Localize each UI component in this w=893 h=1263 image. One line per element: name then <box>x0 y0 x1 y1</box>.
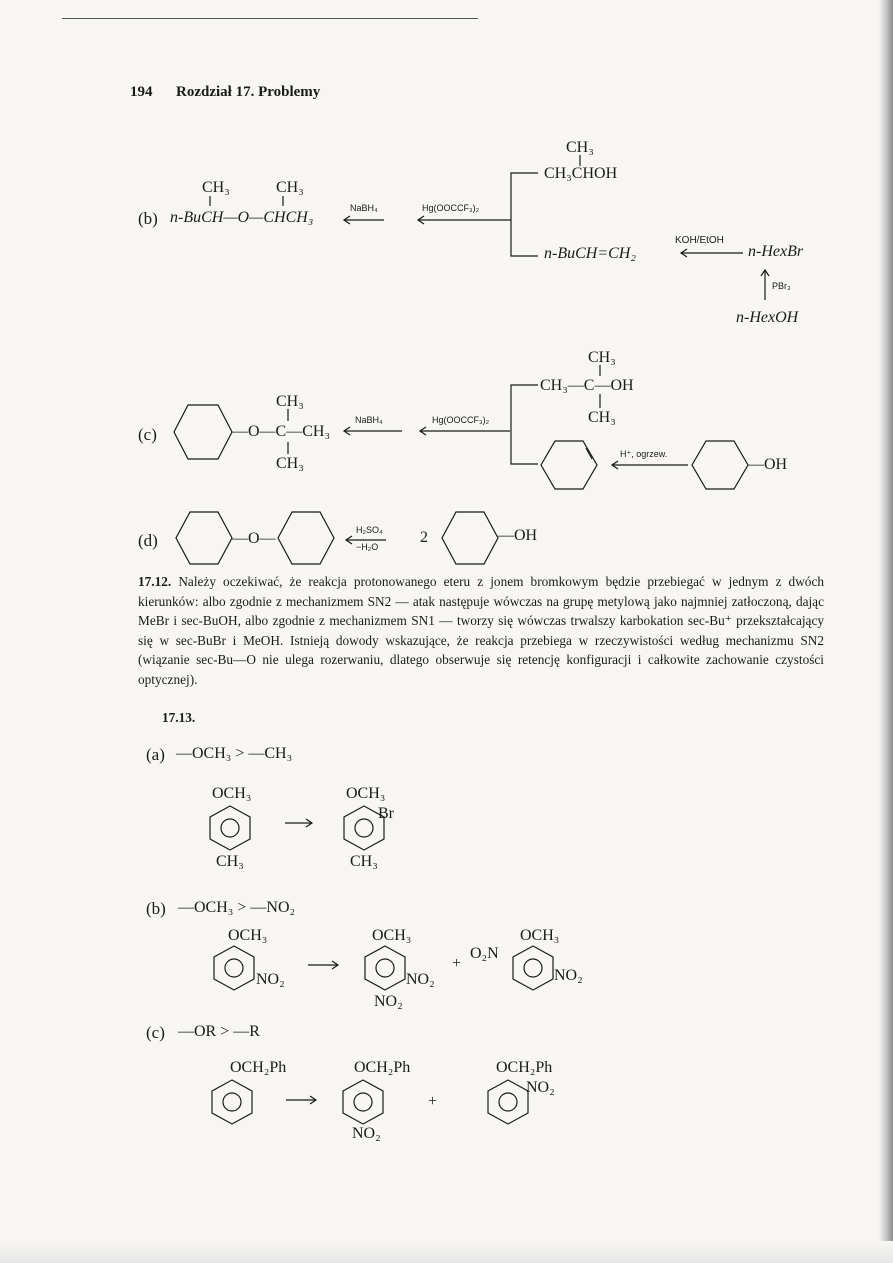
benzene-b2 <box>365 946 405 990</box>
part-1713a-reactant-bottom: CH₃ <box>216 853 244 870</box>
part-1713c-label: (c) <box>146 1023 165 1042</box>
part-d-oh: —OH <box>498 527 538 544</box>
part-c-top-ch3-a: CH₃ <box>588 349 616 366</box>
paragraph-17-12 <box>138 572 824 690</box>
part-1713b-product1-bottom: NO₂ <box>374 993 403 1010</box>
part-c-ch3-top: CH₃ <box>276 393 304 410</box>
part-1713a-rule: —OCH₃ > —CH₃ <box>176 745 293 762</box>
part-1713c-product1-top: OCH₂Ph <box>354 1059 411 1076</box>
part-1713b-reactant-top: OCH₃ <box>228 927 268 944</box>
part-c-ether-chain: —O—C—CH₃ <box>232 423 331 440</box>
cyclohexyl-ring-right <box>278 512 334 564</box>
part-d-reagent-h2o: −H₂O <box>356 542 379 552</box>
cyclohexanol-ring-d <box>442 512 498 564</box>
benzene-b1 <box>214 946 254 990</box>
part-1713c-product2-side: NO₂ <box>526 1079 555 1096</box>
part-b-top-branch: CH₃CHOH <box>544 165 618 182</box>
scheme-1713a-lines <box>210 806 384 850</box>
part-c-ch3-bottom: CH₃ <box>276 455 304 472</box>
part-d-label: (d) <box>138 531 158 550</box>
scheme-b-lines <box>210 155 769 300</box>
section-17-13-number: 17.13. <box>162 710 196 725</box>
part-b-hexbr: n-HexBr <box>748 243 804 260</box>
part-c-reagent-h: H⁺, ogrzew. <box>620 449 668 459</box>
part-1713c-plus: + <box>428 1093 438 1110</box>
benzene-c3 <box>488 1080 528 1124</box>
part-1713a-product-br: Br <box>378 805 394 822</box>
part-d-ether-o: —O— <box>232 530 276 547</box>
cyclohexane-ring <box>174 405 232 459</box>
part-b-reagent-koh: KOH/EtOH <box>675 235 724 246</box>
part-1713c-product2-top: OCH₂Ph <box>496 1059 553 1076</box>
paragraph-17-12-number: 17.12. <box>138 574 172 589</box>
part-1713b-product1-side: NO₂ <box>406 971 435 988</box>
part-c-reagent-hg: Hg(OOCCF₃)₂ <box>432 415 490 425</box>
cyclohexene-ring <box>541 441 597 489</box>
part-c-oh: —OH <box>748 456 788 473</box>
part-d-reagent-h2so4: H₂SO₄ <box>356 525 383 535</box>
part-1713b-product2-side: NO₂ <box>554 967 583 984</box>
part-1713b-rule: —OCH₃ > —NO₂ <box>178 899 296 916</box>
benzene-b3 <box>513 946 553 990</box>
scheme-d-lines <box>176 512 498 564</box>
part-1713c-rule: —OR > —R <box>178 1023 260 1040</box>
part-1713b-product2-left: O₂N <box>470 945 499 962</box>
part-b-hexoh: n-HexOH <box>736 309 799 326</box>
part-d-coefficient: 2 <box>420 529 428 546</box>
part-b-bottom-branch: n-BuCH=CH₂ <box>544 245 636 262</box>
part-1713a-label: (a) <box>146 745 165 764</box>
part-b-label: (b) <box>138 209 158 228</box>
part-c-top-branch: CH₃—C—OH <box>540 377 634 394</box>
chapter-title: Rozdział 17. Problemy <box>176 84 321 100</box>
part-1713b-plus: + <box>452 955 462 972</box>
part-1713a-reactant-top: OCH₃ <box>212 785 252 802</box>
part-1713b-product2-top: OCH₃ <box>520 927 560 944</box>
part-b-product: n-BuCH—O—CHCH₃ <box>170 209 314 226</box>
part-c-reagent-nabh4: NaBH₄ <box>355 415 383 425</box>
part-1713b-reactant-side: NO₂ <box>256 971 285 988</box>
part-b-ch3-2: CH₃ <box>276 179 304 196</box>
part-b-reagent-nabh4: NaBH₄ <box>350 203 378 213</box>
part-1713a-product-top: OCH₃ <box>346 785 386 802</box>
part-b-reagent-hg: Hg(OOCCF₃)₂ <box>422 203 480 213</box>
cyclohexanol-ring <box>692 441 748 489</box>
part-1713a-product-bottom: CH₃ <box>350 853 378 870</box>
cyclohexyl-ring-left <box>176 512 232 564</box>
part-1713c-product1-bottom: NO₂ <box>352 1125 381 1142</box>
benzene-c1 <box>212 1080 252 1124</box>
part-b-ch3-1: CH₃ <box>202 179 230 196</box>
part-c-label: (c) <box>138 425 157 444</box>
part-1713b-product1-top: OCH₃ <box>372 927 412 944</box>
part-1713c-reactant-top: OCH₂Ph <box>230 1059 287 1076</box>
scheme-1713c-lines <box>212 1080 528 1124</box>
part-c-top-ch3-b: CH₃ <box>588 409 616 426</box>
page-number: 194 <box>130 84 153 100</box>
benzene-a1 <box>210 806 250 850</box>
part-b-reagent-pbr3: PBr₃ <box>772 281 791 291</box>
benzene-c2 <box>343 1080 383 1124</box>
paragraph-17-12-text: Należy oczekiwać, że reakcja protonowanego eteru z jonem bromkowym będzie przebiegać w jednym z dwóch kierunków: albo zgodnie z mechanizmem SN2 — atak następuje wówczas na grupę metylową jako najmniej zatłoczoną, dając MeBr i sec-BuOH, albo zgodnie z mechanizmem SN1 — tworzy się wówczas trwalszy karbokation sec-Bu⁺ przekształcający się w sec-BuBr i MeOH. Istnieją dowody wskazujące, że reakcja przebiega w rzeczywistości według mechanizmu SN2 (wiązanie sec-Bu—O nie ulega rozerwaniu, dlatego obserwuje się retencję konfiguracji i całkowite zachowanie czystości optycznej). <box>138 574 825 687</box>
part-1713b-label: (b) <box>146 899 166 918</box>
part-b-top-ch3: CH₃ <box>566 139 594 156</box>
